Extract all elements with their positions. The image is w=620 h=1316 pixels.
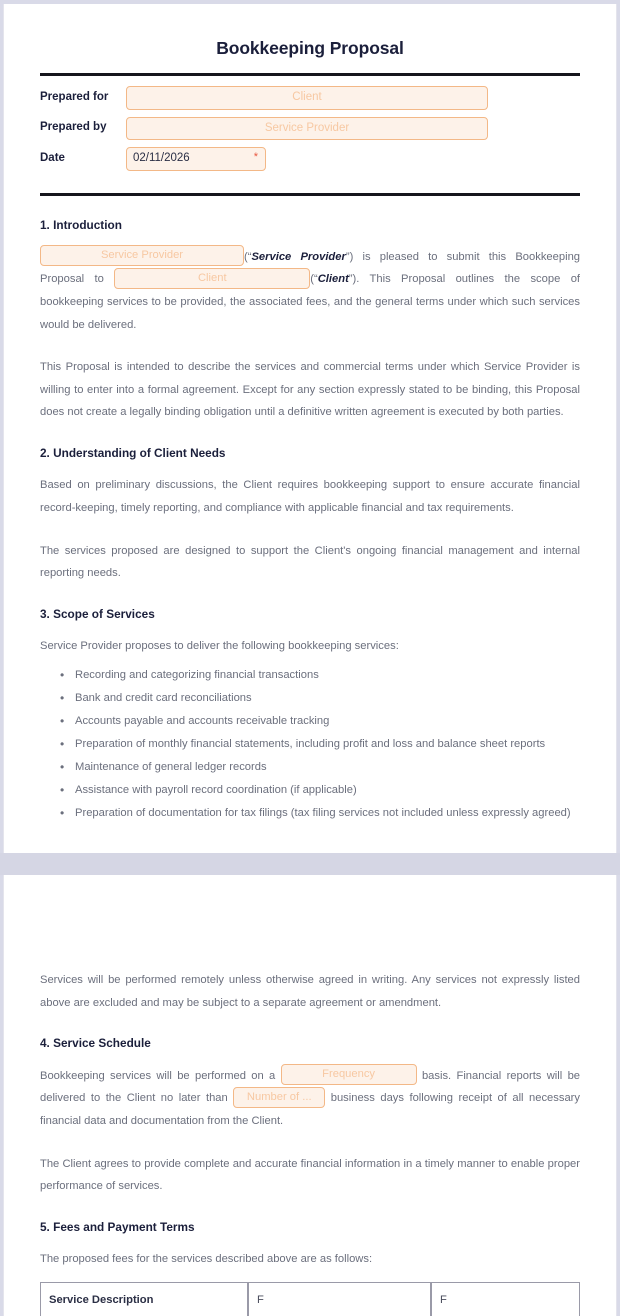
- introduction-service-provider-input[interactable]: Service Provider: [40, 245, 244, 266]
- list-item: • Preparation of documentation for tax filings (tax filing services not included unless expressly agreed): [58, 802, 580, 825]
- date-value: 02/11/2026: [133, 152, 190, 164]
- list-item: • Recording and categorizing financial transactions: [58, 664, 580, 687]
- header-rule-bottom: [40, 193, 580, 196]
- date-label: Date: [40, 151, 65, 164]
- schedule-frequency-input[interactable]: Frequency: [281, 1064, 417, 1085]
- prepared-for-label: Prepared for: [40, 90, 109, 103]
- prepared-for-input[interactable]: Client: [126, 86, 488, 110]
- page-title: Bookkeeping Proposal: [216, 38, 404, 58]
- section-heading-scope: 3. Scope of Services: [40, 606, 155, 621]
- fees-table-header-service-description: Service Description: [40, 1282, 248, 1316]
- prepared-by-input[interactable]: Service Provider: [126, 117, 488, 141]
- list-item: • Bank and credit card reconciliations: [58, 687, 580, 710]
- scope-closing-paragraph: Services will be performed remotely unless otherwise agreed in writing. Any services not expressly listed above are excluded and may be subject to a separate agreement or amendment.: [40, 974, 580, 1009]
- understanding-paragraph-2: The services proposed are designed to support the Client's ongoing financial management and internal reporting needs.: [40, 544, 580, 580]
- introduction-paragraph-2: This Proposal is intended to describe the services and commercial terms under which Service Provider is willing to enter into a formal agreement. Except for any section expressly stated to be binding, this Proposal does not create a legally binding obligation until a definitive written agreement is executed by both parties.: [40, 361, 580, 419]
- list-item: • Assistance with payroll record coordination (if applicable): [58, 779, 580, 802]
- list-item: • Maintenance of general ledger records: [58, 756, 580, 779]
- prepared-by-label: Prepared by: [40, 121, 107, 134]
- schedule-number-of-days-input[interactable]: Number of ...: [233, 1087, 325, 1108]
- defined-term-client: Client: [317, 273, 349, 286]
- introduction-text-d: ”). This Proposal outlines the scope of bookkeeping services to be provided, the associated fees, and the general terms under which such services would be delivered.: [40, 273, 581, 331]
- page-1-bottom-spacer: [40, 825, 580, 853]
- party-row-prepared-by: [40, 117, 580, 141]
- scope-intro-text: Service Provider proposes to deliver the following bookkeeping services:: [40, 640, 399, 653]
- understanding-paragraph-1: Based on preliminary discussions, the Client requires bookkeeping support to ensure accurate financial record-keeping, timely reporting, and compliance with applicable financial and tax requirements.: [40, 479, 580, 514]
- section-heading-fees: 5. Fees and Payment Terms: [40, 1219, 195, 1234]
- section-heading-introduction: 1. Introduction: [40, 217, 122, 232]
- fees-table-header-frequency: F: [431, 1282, 580, 1316]
- section-heading-schedule: 4. Service Schedule: [40, 1036, 151, 1051]
- schedule-paragraph-1: [40, 1065, 580, 1133]
- introduction-paragraph-1: [40, 246, 580, 336]
- page-2-top-margin: [40, 875, 580, 969]
- document-page-2: [3, 875, 617, 1316]
- schedule-paragraph-2: The Client agrees to provide complete and accurate financial information in a timely manner to enable proper performance of services.: [40, 1157, 580, 1193]
- introduction-text-c: (“: [310, 273, 318, 286]
- schedule-text-a: Bookkeeping services will be performed on a: [40, 1069, 276, 1082]
- schedule-text-c: business days following receipt of all necessary financial data and documentation from the Client.: [40, 1092, 581, 1127]
- party-row-date: [40, 147, 580, 171]
- scope-services-list: [40, 664, 580, 825]
- page-break-separator: [0, 853, 620, 875]
- document-page-1: [3, 4, 617, 853]
- introduction-text-b: ”) is pleased to submit this Bookkeeping Proposal to: [40, 250, 581, 286]
- defined-term-service-provider: Service Provider: [251, 250, 346, 263]
- introduction-client-input[interactable]: Client: [114, 268, 310, 289]
- list-item: • Preparation of monthly financial statements, including profit and loss and balance sheet reports: [58, 733, 580, 756]
- list-item: • Accounts payable and accounts receivable tracking: [58, 710, 580, 733]
- fees-intro-text: The proposed fees for the services described above are as follows:: [40, 1253, 373, 1266]
- schedule-text-b: basis. Financial reports will be delivered to the Client no later than: [40, 1069, 581, 1105]
- fees-table[interactable]: [40, 1282, 580, 1316]
- table-row: [40, 1282, 580, 1316]
- introduction-text-a: (“: [244, 250, 252, 263]
- fees-table-header-fee: F: [248, 1282, 431, 1316]
- required-marker-icon: *: [253, 151, 258, 163]
- date-input[interactable]: [126, 147, 266, 171]
- party-row-prepared-for: [40, 86, 580, 110]
- section-heading-understanding: 2. Understanding of Client Needs: [40, 445, 226, 460]
- party-info-block: [40, 76, 580, 179]
